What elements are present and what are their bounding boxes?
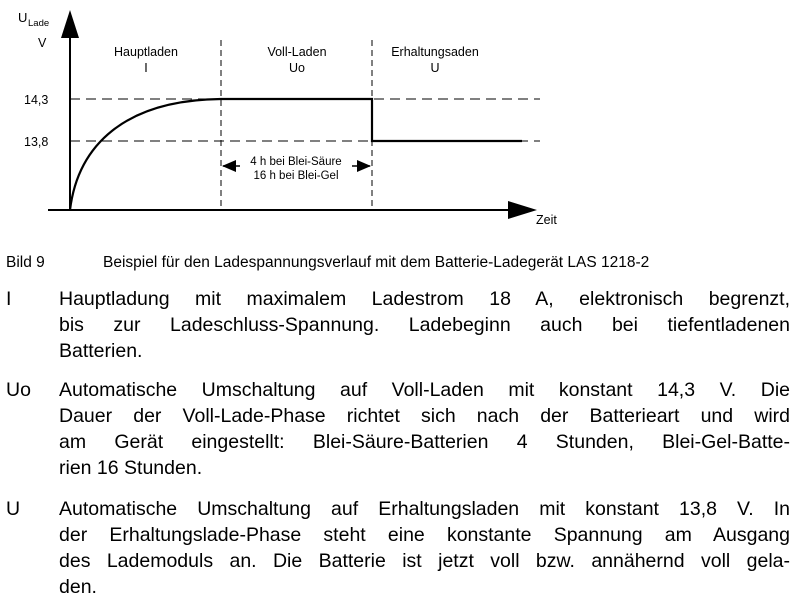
phase-name-label: Erhaltungsaden	[391, 45, 479, 59]
text-line: Dauer der Voll-Lade-Phase richtet sich nach der Batterieart und wird	[59, 405, 790, 427]
figure-caption-text: Beispiel für den Ladespannungsverlauf mit dem Batterie-Ladegerät LAS 1218-2	[103, 254, 650, 271]
x-axis-label: Zeit	[536, 213, 557, 227]
duration-label: 16 h bei Blei-Gel	[253, 170, 339, 182]
text-line: bis zur Ladeschluss-Spannung. Ladebeginn auch bei tiefentladenen	[59, 314, 790, 336]
duration-label: 4 h bei Blei-Säure	[250, 156, 342, 168]
text-line: Hauptladung mit maximalem Ladestrom 18 A, elektronisch begrenzt,	[59, 288, 790, 310]
duration-arrow-right-icon	[357, 160, 371, 172]
text-line: den.	[59, 576, 97, 598]
phase-name-label: Voll-Laden	[267, 45, 327, 59]
x-axis-arrow-icon	[508, 201, 537, 219]
figure-number: Bild 9	[6, 254, 45, 271]
definition-description	[59, 496, 790, 600]
text-line: Automatische Umschaltung auf Voll-Laden mit konstant 14,3 V. Die	[59, 379, 790, 401]
text-line: Batterien.	[59, 340, 143, 362]
y-axis-subscript: Lade	[28, 18, 50, 29]
phase-name-label: Hauptladen	[114, 45, 178, 59]
phase-symbol-label: U	[430, 61, 440, 75]
phase-symbol-label: I	[144, 61, 148, 75]
y-axis-symbol: U	[18, 10, 28, 25]
text-line: rien 16 Stunden.	[59, 457, 203, 479]
definition-description	[59, 377, 790, 481]
text-line: Automatische Umschaltung auf Erhaltungsladen mit konstant 13,8 V. In	[59, 498, 790, 520]
definition-term: I	[6, 288, 12, 310]
charging-voltage-chart	[0, 0, 794, 250]
text-line: des Lademoduls an. Die Batterie ist jetzt voll bzw. annähernd voll gela-	[59, 550, 790, 572]
phase-symbol-label: Uo	[289, 61, 305, 75]
y-tick-label: 13,8	[24, 135, 49, 149]
text-line: der Erhaltungslade-Phase steht eine konstante Spannung am Ausgang	[59, 524, 790, 546]
definition-term: Uo	[6, 379, 31, 401]
duration-arrow-left-icon	[222, 160, 236, 172]
y-axis-arrow-icon	[61, 10, 79, 38]
text-line: am Gerät eingestellt: Blei-Säure-Batterien 4 Stunden, Blei-Gel-Batte-	[59, 431, 790, 453]
definition-term: U	[6, 498, 21, 520]
definition-description	[59, 286, 790, 364]
y-axis-unit: V	[38, 36, 47, 50]
y-tick-label: 14,3	[24, 93, 49, 107]
